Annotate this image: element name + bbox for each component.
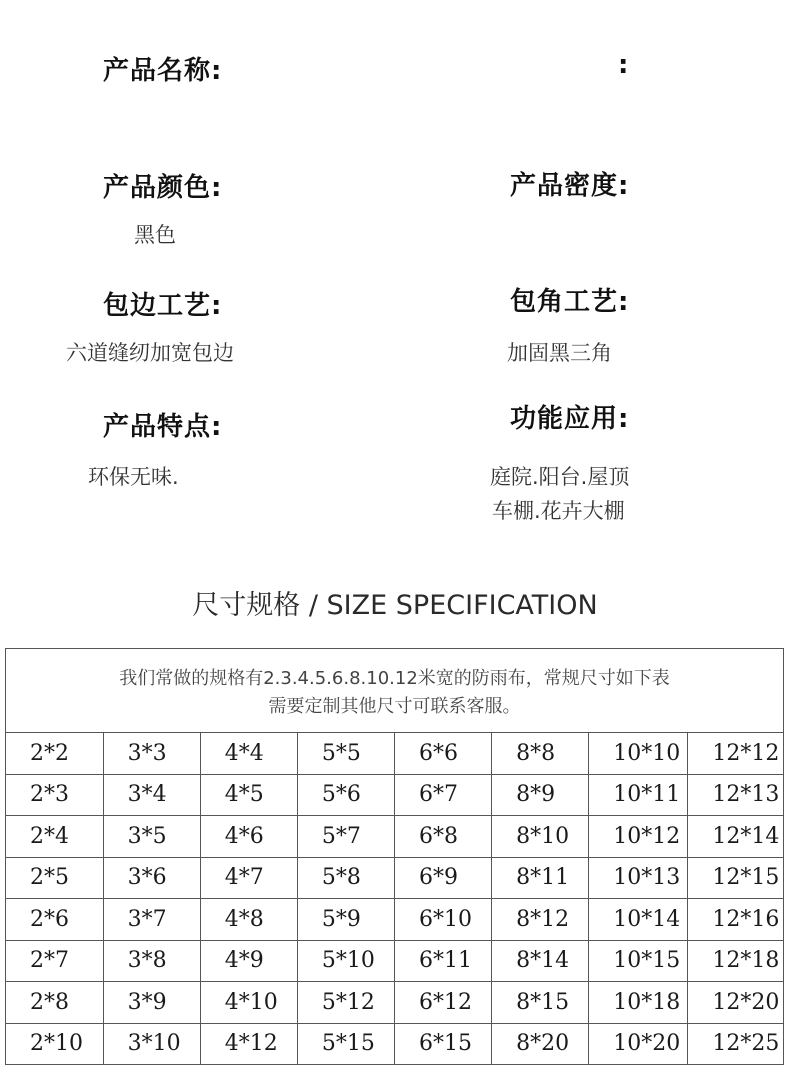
size-cell: 5*6 [297,774,394,816]
size-cell: 8*9 [492,774,589,816]
corner-process-label: 包角工艺: [510,287,630,317]
size-cell: 2*4 [6,816,103,858]
corner-process-value: 加固黑三角 [507,341,612,365]
size-cell: 2*3 [6,774,103,816]
table-row [6,733,783,774]
size-cell: 2*2 [6,733,103,774]
size-note [6,649,783,733]
product-density-label: 产品密度: [510,171,630,201]
application-value-line2: 车棚.花卉大棚 [492,499,625,523]
size-cell: 4*6 [200,816,297,858]
size-cell: 12*20 [688,982,783,1024]
size-cell: 6*11 [395,940,492,982]
size-cell: 8*8 [492,733,589,774]
size-cell: 8*14 [492,940,589,982]
size-cell: 6*12 [395,982,492,1024]
size-cell: 4*10 [200,982,297,1024]
size-cell: 3*4 [103,774,200,816]
size-cell: 4*4 [200,733,297,774]
size-cell: 10*13 [589,857,688,899]
size-cell: 6*9 [395,857,492,899]
size-cell: 5*8 [297,857,394,899]
size-cell: 12*15 [688,857,783,899]
table-row [6,816,783,858]
size-cell: 10*15 [589,940,688,982]
table-row [6,982,783,1024]
size-cell: 2*5 [6,857,103,899]
size-cell: 5*9 [297,899,394,941]
table-row [6,899,783,941]
size-cell: 2*7 [6,940,103,982]
table-row [6,857,783,899]
size-cell: 8*20 [492,1023,589,1064]
size-cell: 8*15 [492,982,589,1024]
size-cell: 3*7 [103,899,200,941]
application-value-line1: 庭院.阳台.屋顶 [490,465,630,489]
size-cell: 10*18 [589,982,688,1024]
size-cell: 12*25 [712,1031,780,1057]
size-cell: 5*5 [297,733,394,774]
product-color-value: 黑色 [134,223,176,247]
size-cell: 12*14 [688,816,783,858]
size-cell: 12*18 [688,940,783,982]
size-cell: 3*6 [103,857,200,899]
size-cell: 6*7 [395,774,492,816]
size-cell: 4*9 [200,940,297,982]
size-cell: 6*15 [395,1023,492,1064]
size-cell: 5*15 [297,1023,394,1064]
size-cell: 5*10 [297,940,394,982]
product-name-colon: : [618,50,629,80]
table-row [6,774,783,816]
size-cell: 3*10 [103,1023,200,1064]
size-cell: 3*8 [103,940,200,982]
size-cell: 6*8 [395,816,492,858]
size-cell: 8*11 [492,857,589,899]
application-label: 功能应用: [510,404,630,434]
product-name-label: 产品名称: [103,56,223,86]
size-cell: 4*5 [200,774,297,816]
size-cell: 12*16 [688,899,783,941]
size-cell: 10*11 [589,774,688,816]
size-cell: 6*6 [395,733,492,774]
size-table [5,648,784,1065]
size-cell: 5*7 [297,816,394,858]
size-cell: 6*10 [395,899,492,941]
table-row [6,1023,783,1064]
size-cell: 8*10 [492,816,589,858]
table-row [6,940,783,982]
size-cell: 4*7 [200,857,297,899]
size-grid [6,733,783,1064]
size-cell: 12*12 [688,733,783,774]
size-cell: 4*12 [200,1023,297,1064]
size-cell: 3*3 [103,733,200,774]
product-color-label: 产品颜色: [103,173,223,203]
product-feature-label: 产品特点: [103,412,223,442]
size-cell: 10*14 [589,899,688,941]
size-cell: 10*10 [589,733,688,774]
edge-process-label: 包边工艺: [103,291,223,321]
size-cell: 2*6 [6,899,103,941]
size-cell: 3*9 [103,982,200,1024]
size-cell: 3*5 [103,816,200,858]
size-note-line1: 我们常做的规格有2.3.4.5.6.8.10.12米宽的防雨布，常规尺寸如下表 [119,668,670,689]
size-cell: 12*13 [688,774,783,816]
size-cell: 10*20 [589,1023,688,1064]
size-cell: 8*12 [492,899,589,941]
size-cell: 4*8 [200,899,297,941]
size-note-line2: 需要定制其他尺寸可联系客服。 [268,696,521,717]
size-cell: 2*10 [6,1023,103,1064]
size-cell: 2*8 [6,982,103,1024]
edge-process-value: 六道缝纫加宽包边 [66,341,234,365]
size-cell: 5*12 [297,982,394,1024]
size-cell: 10*12 [589,816,688,858]
product-feature-value: 环保无味. [88,465,179,489]
size-specification-title: 尺寸规格 / SIZE SPECIFICATION [192,590,598,621]
